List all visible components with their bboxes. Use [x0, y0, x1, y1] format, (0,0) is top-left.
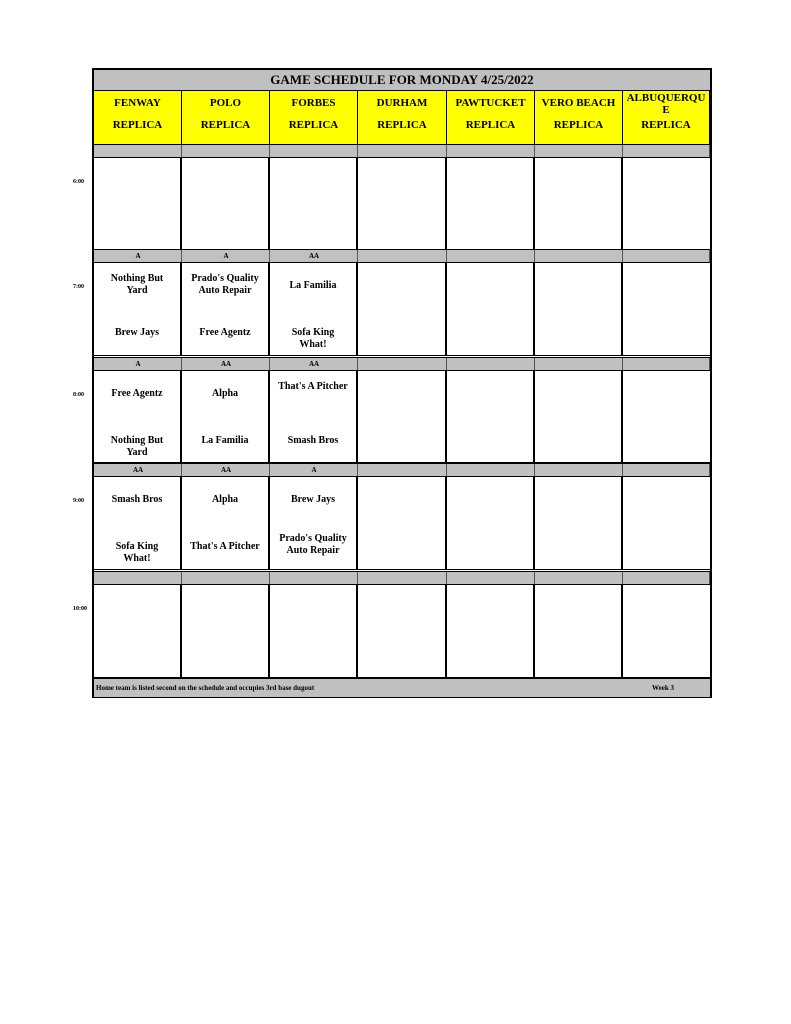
level-bar — [94, 571, 710, 585]
level-label — [94, 145, 182, 157]
game-cell — [94, 263, 182, 355]
game-cell — [447, 263, 535, 355]
field-subtitle: REPLICA — [377, 119, 427, 131]
level-label — [535, 250, 623, 262]
away-team: Alpha — [211, 388, 239, 399]
home-team: Sofa King What! — [291, 327, 335, 350]
game-cell — [94, 585, 182, 677]
game-cell — [623, 263, 710, 355]
field-name: ALBUQUERQU E — [626, 92, 706, 116]
away-team: La Familia — [289, 280, 337, 291]
level-label — [623, 572, 710, 584]
game-cell — [358, 477, 447, 569]
level-label — [270, 145, 358, 157]
game-cell — [623, 158, 710, 250]
game-cell — [182, 585, 270, 677]
time-label: 9:00 — [73, 498, 84, 504]
field-subtitle: REPLICA — [200, 119, 251, 131]
game-cell — [270, 263, 358, 355]
level-label — [535, 145, 623, 157]
field-name: FORBES — [291, 97, 336, 109]
away-team: That's A Pitcher — [278, 381, 348, 392]
level-label: AA — [308, 252, 320, 260]
field-header — [182, 91, 270, 144]
field-header — [623, 91, 710, 144]
game-cell — [447, 158, 535, 250]
game-cell — [94, 371, 182, 462]
home-team: Sofa King What! — [115, 541, 159, 564]
game-cell — [182, 158, 270, 250]
level-label: A — [135, 360, 141, 368]
level-label — [447, 250, 535, 262]
game-cell — [447, 585, 535, 677]
level-label: A — [135, 252, 141, 260]
home-team: Prado's Quality Auto Repair — [279, 533, 347, 556]
time-label: 6:00 — [73, 179, 84, 185]
field-header — [94, 91, 182, 144]
home-team: That's A Pitcher — [190, 541, 260, 552]
time-label: 7:00 — [73, 284, 84, 290]
time-label: 10:00 — [73, 606, 87, 612]
game-cell — [182, 477, 270, 569]
level-label — [358, 464, 447, 476]
game-cell — [358, 263, 447, 355]
game-cell — [94, 477, 182, 569]
game-cell — [270, 371, 358, 462]
footer-note: Home team is listed second on the schedule and occupies 3rd base dugout — [96, 684, 315, 692]
field-header — [270, 91, 358, 144]
away-team: Free Agentz — [111, 388, 163, 399]
schedule-sheet — [92, 68, 712, 698]
level-label: AA — [220, 360, 232, 368]
level-bar — [94, 463, 710, 477]
level-label: AA — [220, 466, 232, 474]
week-label: Week 3 — [652, 684, 674, 692]
level-label — [535, 464, 623, 476]
level-label — [182, 145, 270, 157]
level-label — [358, 572, 447, 584]
game-cell — [94, 158, 182, 250]
field-subtitle: REPLICA — [641, 119, 691, 131]
game-cell — [270, 477, 358, 569]
game-cell — [358, 585, 447, 677]
game-cell — [447, 477, 535, 569]
game-cell — [358, 371, 447, 462]
time-label: 8:00 — [73, 392, 84, 398]
level-label — [358, 145, 447, 157]
level-label — [447, 572, 535, 584]
level-bar — [94, 144, 710, 158]
game-cell — [623, 371, 710, 462]
time-slot-row — [94, 371, 710, 463]
field-header — [535, 91, 623, 144]
level-bar — [94, 357, 710, 371]
level-bar — [94, 249, 710, 263]
time-slot-row — [94, 263, 710, 356]
game-cell — [270, 158, 358, 250]
level-label — [447, 145, 535, 157]
level-label — [623, 145, 710, 157]
field-name: VERO BEACH — [541, 97, 616, 109]
level-label: AA — [308, 360, 320, 368]
home-team: Brew Jays — [115, 327, 159, 338]
level-label — [535, 572, 623, 584]
game-cell — [182, 371, 270, 462]
game-cell — [535, 585, 623, 677]
field-name: FENWAY — [114, 97, 161, 109]
game-cell — [623, 477, 710, 569]
game-cell — [270, 585, 358, 677]
time-slot-row — [94, 585, 710, 678]
level-label — [94, 572, 182, 584]
footer-bar — [94, 678, 710, 697]
game-cell — [447, 371, 535, 462]
field-header — [358, 91, 447, 144]
level-label — [358, 358, 447, 370]
level-label — [447, 358, 535, 370]
field-name: PAWTUCKET — [455, 97, 526, 109]
field-header — [447, 91, 535, 144]
level-label: AA — [132, 466, 144, 474]
time-slot-row — [94, 158, 710, 251]
away-team: Alpha — [211, 494, 239, 505]
level-label — [623, 464, 710, 476]
home-team: Smash Bros — [287, 435, 339, 446]
level-label — [623, 250, 710, 262]
home-team: Nothing But Yard — [110, 435, 164, 458]
game-cell — [623, 585, 710, 677]
time-slot-row — [94, 477, 710, 570]
field-subtitle: REPLICA — [553, 119, 604, 131]
field-subtitle: REPLICA — [288, 119, 339, 131]
schedule-title: GAME SCHEDULE FOR MONDAY 4/25/2022 — [94, 70, 710, 91]
game-cell — [358, 158, 447, 250]
game-cell — [535, 371, 623, 462]
away-team: Smash Bros — [111, 494, 163, 505]
home-team: La Familia — [201, 435, 249, 446]
game-cell — [535, 158, 623, 250]
level-label — [623, 358, 710, 370]
field-subtitle: REPLICA — [465, 119, 516, 131]
away-team: Prado's Quality Auto Repair — [191, 273, 259, 296]
away-team: Brew Jays — [291, 494, 335, 505]
field-subtitle: REPLICA — [112, 119, 163, 131]
level-label — [535, 358, 623, 370]
game-cell — [182, 263, 270, 355]
level-label — [270, 572, 358, 584]
field-name: POLO — [209, 97, 242, 109]
game-cell — [535, 263, 623, 355]
home-team: Free Agentz — [199, 327, 251, 338]
level-label — [182, 572, 270, 584]
game-cell — [535, 477, 623, 569]
away-team: Nothing But Yard — [110, 273, 164, 296]
field-name: DURHAM — [376, 97, 428, 109]
level-label: A — [311, 466, 317, 474]
level-label — [447, 464, 535, 476]
level-label — [358, 250, 447, 262]
level-label: A — [223, 252, 229, 260]
